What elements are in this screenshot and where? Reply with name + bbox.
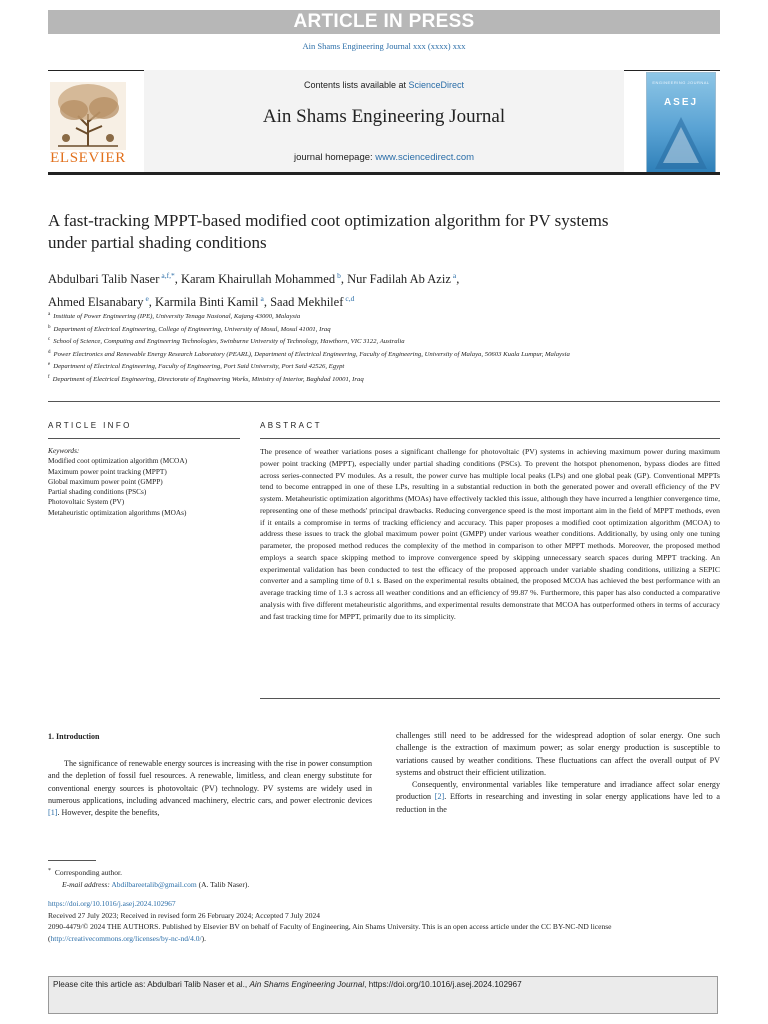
author-name[interactable]: Karmila Binti Kamil [155,295,259,309]
affiliation-item: $^b$ Department of Electrical Engineering, College of Engineering, University of Mosul, Mosul 41001, Iraq [48,324,331,333]
author-name[interactable]: Saad Mekhilef [270,295,344,309]
author-name[interactable]: Karam Khairullah Mohammed [180,272,336,286]
citation-link[interactable]: [2] [434,792,445,802]
article-title: A fast-tracking MPPT-based modified coot optimization algorithm for PV systems under partial shading conditions [48,211,609,252]
keywords-label: Keywords: [48,446,80,455]
footnote-rule [48,860,96,861]
corresponding-author-note: * Corresponding author. [48,868,122,877]
sciencedirect-link[interactable]: ScienceDirect [408,80,465,90]
elsevier-wordmark: ELSEVIER [50,150,126,166]
article-in-press-banner: ARTICLE IN PRESS [48,10,720,34]
cover-top-text: ENGINEERING JOURNAL [652,80,710,85]
footnotes [48,865,720,891]
affiliation-item: $^d$ Power Electronics and Renewable Energy Research Laboratory (PEARL), Department of Electrical Engineering, Faculty of Engineering, University of Malaya, 50603 Kuala Lumpur, Malaysia [48,349,570,358]
masthead-center [144,70,624,174]
abstract-text: The presence of weather variations poses a significant challenge for photovoltaic (PV) systems in achieving maximum power during maximum power point tracking (MPPT), especially under partial shading conditions (PSCs). To prevent the hotspot phenomenon, bypass diodes are fitted across series-connected PV modules. As a result, the power curve has multiple local peaks (LPs) and one global peak (GP). Conventional MPPTs tend to become entrapped in one of these LPs, resulting in a substantial reduction in both the generated power and overall efficiency of the PV system. Metaheuristic optimization algorithms (MOAs) have effectively tackled this issue, although they have incurred a lengthier convergence time, representing one of these methods' principal drawbacks. Reducing convergence speed is the most important aim in the field of MPPT methods, even if it entails a compromise in terms of tracking efficiency and accuracy. This paper proposes a modified coot optimization algorithm (MCOA) to address these issues to track the global maximum power point (GMPP) under various weather conditions. Additionally, by using only one tuning parameter, the proposed method reduces the complexity of the method in comparison to other MPPT methods. Moreover, the proposed method employs a search space skipping method to improve convergence speed by skipping unnecessary search spaces during MPPT tracking. An experimental validation has been conducted to test the efficacy of the proposed approach under variable shading conditions, utilizing a SEPIC converter and a sampling time of 0.1 s. Based on the experimental results obtained, the proposed MCOA has achieved the best performance with an average tracking time of 1.3 s across all weather conditions and an efficiency of 99.87 %. Furthermore, this paper has also conducted a comparative analysis with five different metaheuristic algorithms, and experimental results demonstrate that MCOA has outperformed others in terms of accuracy and fast tracking time for MPPT, primarily due to its simplicity. [260,447,720,621]
homepage-link[interactable]: www.sciencedirect.com [375,152,475,163]
contents-prefix: Contents lists available at [303,80,409,90]
author-affiliation-sup[interactable]: b [337,271,341,280]
homepage-line [144,152,624,163]
author-affiliation-sup[interactable]: a,f,* [161,271,175,280]
affiliation-item: $^a$ Institute of Power Engineering (IPE), University Tenaga Nasional, Kajang 43000, Malaysia [48,312,301,320]
introduction-heading: 1. Introduction [48,732,100,741]
keyword-item: Modified coot optimization algorithm (MCOA) [48,456,188,466]
homepage-prefix: journal homepage: [293,152,376,163]
journal-cover-image[interactable] [646,72,716,174]
email-link[interactable]: Abdilbareetalib@gmail.com [111,880,197,889]
article-info-rule [48,438,240,439]
citation-link[interactable]: [1] [48,808,58,818]
affiliations [48,310,648,385]
article-info-heading: ARTICLE INFO [48,421,132,430]
email-note: E-mail address: Abdilbareetalib@gmail.com (A. Talib Naser). [62,880,250,889]
author-affiliation-sup[interactable]: a [260,294,264,303]
abstract-heading: ABSTRACT [260,421,322,430]
cover-pyramid-graphic [647,113,715,173]
keywords-block [48,446,238,518]
journal-reference[interactable]: Ain Shams Engineering Journal xxx (xxxx) xxx [302,41,466,51]
citation-box [48,976,718,1014]
license-link[interactable]: http://creativecommons.org/licenses/by-nc-nd/4.0/ [50,933,202,943]
keyword-item: Partial shading conditions (PSCs) [48,487,147,497]
intro-left-column [48,758,372,819]
citation-text: Please cite this article as: Abdulbari Talib Naser et al., Ain Shams Engineering Journal, https://doi.org/10.1016/j.asej.2024.102967 [53,980,522,989]
abstract-bottom-rule [260,698,720,699]
intro-right-column [396,730,720,816]
contents-line [144,80,624,90]
author-list: Abdulbari Talib Naser $^{a,f,*}$, Karam Khairullah Mohammed $^b$, Nur Fadilah Ab Aziz $^a$, Ahmed Elsanabary $^e$, Karmila Binti Kamil $^a$, Saad Mekhilef $^{c,d}$ [48,271,460,309]
received-dates: Received 27 July 2023; Received in revised form 26 February 2024; Accepted 7 July 2024 [48,910,321,920]
intro-paragraph: Consequently, environmental variables like temperature and irradiance affect solar energy production [2]. Efforts in researching and investing in solar energy applications have led to a reduction in the [396,780,720,814]
intro-paragraph: challenges still need to be addressed for the widespread adoption of solar energy. One such challenge is the extraction of maximum power; as solar energy production is susceptible to variations caused by weather conditions. These fluctuations can affect the overall output of PV systems and obstruct their efficient utilization. [396,731,720,777]
author-name[interactable]: Nur Fadilah Ab Aziz [347,272,451,286]
intro-paragraph: The significance of renewable energy sources is increasing with the rise in power consumption and the depletion of fossil fuel resources. A renewable, limitless, and clean energy substitute for conventional energy sources is photovoltaic (PV) technology. PV systems are widely used in numerous applications, including advanced machinery, electric cars, and power electronic devices [1]. However, despite the benefits, [48,759,372,818]
journal-name: Ain Shams Engineering Journal [262,106,506,127]
author-name[interactable]: Abdulbari Talib Naser [48,272,160,286]
author-affiliation-sup[interactable]: a [452,271,457,280]
author-affiliation-sup[interactable]: e [145,294,149,303]
author-name[interactable]: Ahmed Elsanabary [48,295,144,309]
masthead [48,70,720,174]
publication-info [48,898,720,944]
abstract-rule [260,438,720,439]
copyright-notice: 2090-4479/© 2024 THE AUTHORS. Published by Elsevier BV on behalf of Faculty of Engineering, Ain Shams University. This is an open access article under the CC BY-NC-ND license (http://creativecommons.org/licenses/by-nc-nd/4.0/). [48,922,612,943]
keyword-item: Metaheuristic optimization algorithms (MOAs) [48,507,187,517]
info-top-rule [48,401,720,402]
masthead-bottom-rule [48,172,720,175]
keyword-item: Photovoltaic System (PV) [48,497,125,507]
keyword-item: Global maximum power point (GMPP) [48,476,163,486]
doi-link[interactable]: https://doi.org/10.1016/j.asej.2024.102967 [48,899,176,908]
cover-title: ASEJ [663,97,699,108]
affiliation-item: $^c$ School of Science, Computing and Engineering Technologies, Swinburne University of Technology, Hawthorn, VIC 3122, Australia [48,337,405,345]
author-affiliation-sup[interactable]: c,d [345,294,355,303]
affiliation-item: $^e$ Department of Electrical Engineering, Faculty of Engineering, Port Said University, Port Said 42526, Egypt [48,362,345,370]
affiliation-item: $^f$ Department of Electrical Engineering, Directorate of Engineering Works, Ministry of Interior, Baghdad 10001, Iraq [48,374,364,383]
keyword-item: Maximum power point tracking (MPPT) [48,466,167,476]
